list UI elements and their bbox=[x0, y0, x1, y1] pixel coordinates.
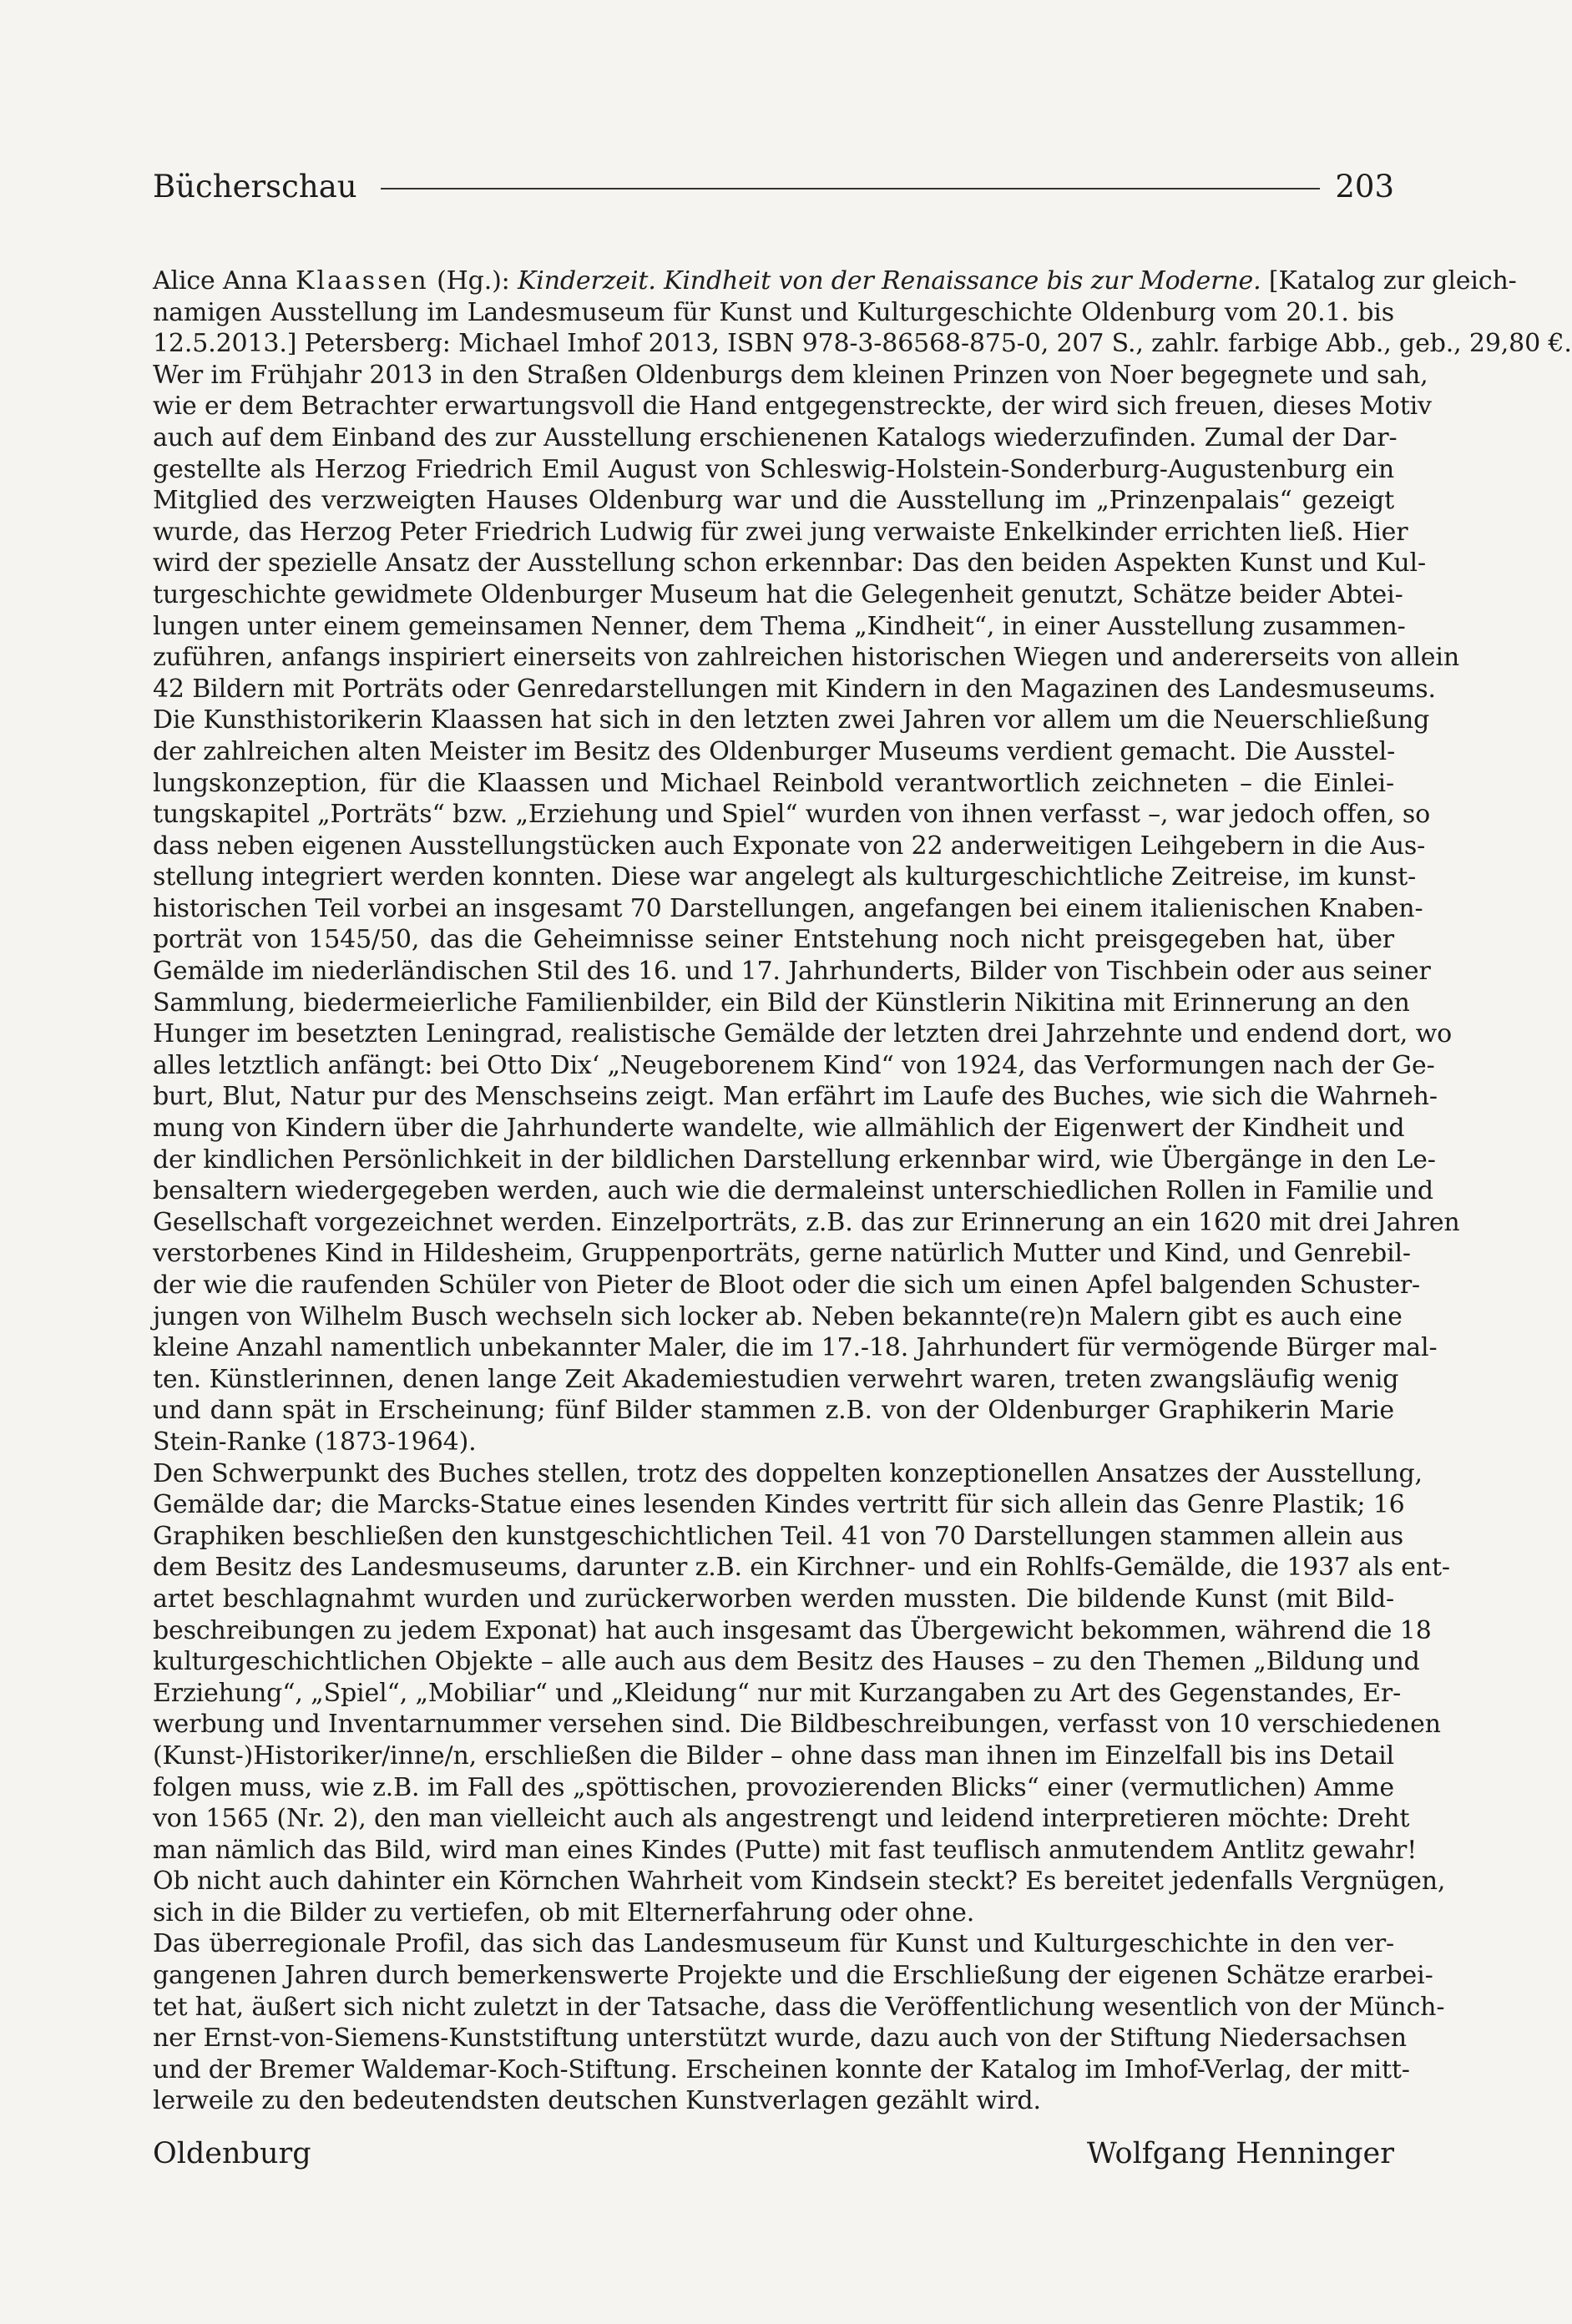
text-run: (Kunst-)Historiker/inne/n, erschließen die Bilder – ohne dass man ihnen im Einzelfall bis ins Detail bbox=[153, 1740, 1394, 1771]
text-run: Ob nicht auch dahinter ein Körnchen Wahrheit vom Kindsein steckt? Es bereitet jedenfalls Vergnügen, bbox=[153, 1867, 1446, 1897]
text-line bbox=[153, 422, 1398, 454]
text-line bbox=[153, 1144, 1436, 1176]
text-run: (Hg.): bbox=[428, 266, 518, 296]
text-line bbox=[153, 988, 1410, 1019]
text-run: artet beschlagnahmt wurden und zurückerworben werden mussten. Die bildende Kunst (mit Bild- bbox=[153, 1584, 1394, 1614]
text-line bbox=[153, 391, 1432, 422]
text-run: 12.5.2013.] Petersberg: Michael Imhof 2013, ISBN 978-3-86568-875-0, 207 S., zahlr. farbige Abb., geb., 29,80 €. bbox=[153, 329, 1572, 359]
text-run: zuführen, anfangs inspiriert einerseits von zahlreichen historischen Wiegen und andererseits von allein bbox=[153, 643, 1459, 673]
text-run: gangenen Jahren durch bemerkenswerte Projekte und die Erschließung der eigenen Schätze erarbei- bbox=[153, 1961, 1433, 1991]
text-line bbox=[153, 893, 1423, 925]
text-run: kleine Anzahl namentlich unbekannter Maler, die im 17.-18. Jahrhundert für vermögende Bürger mal- bbox=[153, 1333, 1438, 1363]
text-run: Gemälde dar; die Marcks-Statue eines lesenden Kindes vertritt für sich allein das Genre Plastik; 16 bbox=[153, 1490, 1405, 1520]
text-line bbox=[153, 1992, 1445, 2023]
text-line bbox=[153, 1740, 1394, 1772]
text-run: beschreibungen zu jedem Exponat) hat auch insgesamt das Übergewicht bekommen, während die 18 bbox=[153, 1615, 1432, 1645]
text-line bbox=[153, 2054, 1410, 2086]
text-run: historischen Teil vorbei an insgesamt 70 Darstellungen, angefangen bei einem italienischen Knaben- bbox=[153, 893, 1423, 923]
text-run: ner Ernst-von-Siemens-Kunststiftung unterstützt wurde, dazu auch von der Stiftung Niedersachsen bbox=[153, 2023, 1407, 2054]
text-run: turgeschichte gewidmete Oldenburger Museum hat die Gelegenheit genutzt, Schätze beider Abtei- bbox=[153, 579, 1403, 609]
text-run: Graphiken beschließen den kunstgeschichtlichen Teil. 41 von 70 Darstellungen stammen allein aus bbox=[153, 1521, 1404, 1551]
text-line bbox=[153, 1081, 1438, 1113]
text-line bbox=[153, 1207, 1460, 1239]
text-run: folgen muss, wie z.B. im Fall des „spöttischen, provozierenden Blicks“ einer (vermutlichen) Amme bbox=[153, 1772, 1394, 1802]
text-line bbox=[153, 328, 1572, 360]
text-line bbox=[153, 1615, 1432, 1647]
text-run: Den Schwerpunkt des Buches stellen, trotz des doppelten konzeptionellen Ansatzes der Ausstellung, bbox=[153, 1458, 1423, 1488]
text-line bbox=[153, 1897, 1394, 1929]
text-run: tungskapitel „Porträts“ bzw. „Erziehung und Spiel“ wurden von ihnen verfasst –, war jedoch offen, so bbox=[153, 800, 1431, 830]
text-run: werbung und Inventarnummer versehen sind. Die Bildbeschreibungen, verfasst von 10 verschiedenen bbox=[153, 1710, 1441, 1740]
text-line bbox=[153, 1584, 1394, 1615]
text-line bbox=[153, 1866, 1446, 1897]
book-title: Kinderzeit. Kindheit von der Renaissance bis zur Moderne. bbox=[517, 266, 1261, 296]
text-line bbox=[153, 956, 1431, 988]
text-line bbox=[153, 2023, 1407, 2054]
text-run: wurde, das Herzog Peter Friedrich Ludwig für zwei jung verwaiste Enkelkinder errichten ließ. Hier bbox=[153, 517, 1408, 547]
text-run: bensaltern wiedergegeben werden, auch wie die dermaleinst unterschiedlichen Rollen in Familie und bbox=[153, 1176, 1433, 1206]
text-line bbox=[153, 454, 1394, 486]
text-line bbox=[153, 705, 1430, 736]
text-run: lungskonzeption, für die Klaassen und Michael Reinbold verantwortlich zeichneten – die Einlei- bbox=[153, 768, 1394, 798]
text-line bbox=[153, 360, 1428, 392]
text-line bbox=[153, 1646, 1420, 1678]
text-line bbox=[153, 1458, 1423, 1490]
text-run: Wer im Frühjahr 2013 in den Straßen Oldenburgs dem kleinen Prinzen von Noer begegnete und sah, bbox=[153, 360, 1428, 390]
text-run: jungen von Wilhelm Busch wechseln sich locker ab. Neben bekannte(re)n Malern gibt es auch eine bbox=[153, 1301, 1403, 1331]
text-line bbox=[153, 1113, 1405, 1144]
text-run: auch auf dem Einband des zur Ausstellung erschienenen Katalogs wiederzufinden. Zumal der Dar- bbox=[153, 422, 1398, 452]
text-line bbox=[153, 1709, 1441, 1740]
text-line bbox=[153, 2085, 1394, 2117]
text-line bbox=[153, 1489, 1405, 1521]
text-run: dass neben eigenen Ausstellungstücken auch Exponate von 22 anderweitigen Leihgebern in die Aus- bbox=[153, 831, 1426, 861]
header-rule bbox=[381, 188, 1321, 189]
text-run: der zahlreichen alten Meister im Besitz des Oldenburger Museums verdient gemacht. Die Ausstel- bbox=[153, 736, 1396, 766]
text-line bbox=[153, 1960, 1433, 1992]
review-place: Oldenburg bbox=[153, 2137, 311, 2170]
text-line bbox=[153, 1175, 1433, 1207]
text-line bbox=[153, 768, 1394, 800]
text-run: tet hat, äußert sich nicht zuletzt in der Tatsache, dass die Veröffentlichung wesentlich von der Münch- bbox=[153, 1992, 1445, 2022]
text-run: verstorbenes Kind in Hildesheim, Gruppenporträts, gerne natürlich Mutter und Kind, und Genrebil- bbox=[153, 1239, 1411, 1269]
running-head bbox=[153, 165, 1394, 207]
text-run: man nämlich das Bild, wird man eines Kindes (Putte) mit fast teuflisch anmutendem Antlitz gewahr! bbox=[153, 1835, 1418, 1865]
text-run: wie er dem Betrachter erwartungsvoll die Hand entgegenstreckte, der wird sich freuen, dieses Motiv bbox=[153, 392, 1432, 422]
text-line bbox=[153, 1552, 1450, 1584]
text-run: und dann spät in Erscheinung; fünf Bilder stammen z.B. von der Oldenburger Graphikerin Marie bbox=[153, 1396, 1394, 1426]
text-run: und der Bremer Waldemar-Koch-Stiftung. Erscheinen konnte der Katalog im Imhof-Verlag, der mitt- bbox=[153, 2054, 1410, 2084]
text-run: porträt von 1545/50, das die Geheimnisse seiner Entstehung noch nicht preisgegeben hat, über bbox=[153, 925, 1394, 955]
text-line bbox=[153, 736, 1394, 768]
text-line bbox=[153, 548, 1426, 579]
text-line bbox=[153, 1238, 1411, 1270]
text-line bbox=[153, 1332, 1438, 1364]
text-line bbox=[153, 861, 1417, 893]
text-run: kulturgeschichtlichen Objekte – alle auch aus dem Besitz des Hauses – zu den Themen „Bildung und bbox=[153, 1647, 1420, 1677]
editor-name: Klaassen bbox=[296, 266, 429, 296]
page-number: 203 bbox=[1335, 168, 1394, 205]
text-run: Alice Anna bbox=[153, 266, 296, 296]
text-line bbox=[153, 799, 1431, 831]
text-line bbox=[153, 674, 1436, 705]
text-line bbox=[153, 1301, 1403, 1333]
text-run: mung von Kindern über die Jahrhunderte wandelte, wie allmählich der Eigenwert der Kindheit und bbox=[153, 1114, 1405, 1144]
running-head-title: Bücherschau bbox=[153, 168, 357, 205]
review-author: Wolfgang Henninger bbox=[1086, 2137, 1394, 2170]
text-line bbox=[153, 1018, 1453, 1050]
text-line bbox=[153, 1803, 1410, 1835]
text-run: Erziehung“, „Spiel“, „Mobiliar“ und „Kleidung“ nur mit Kurzangaben zu Art des Gegenstandes, Er- bbox=[153, 1678, 1402, 1708]
text-line bbox=[153, 1521, 1404, 1553]
text-line bbox=[153, 611, 1406, 643]
text-line bbox=[153, 831, 1426, 862]
text-line bbox=[153, 579, 1403, 611]
text-line bbox=[153, 1364, 1399, 1396]
text-line bbox=[153, 1427, 1394, 1458]
text-run: gestellte als Herzog Friedrich Emil August von Schleswig-Holstein-Sonderburg-Augustenburg ein bbox=[153, 454, 1394, 484]
text-run: der wie die raufenden Schüler von Pieter de Bloot oder die sich um einen Apfel balgenden Schuster- bbox=[153, 1271, 1421, 1300]
text-run: burt, Blut, Natur pur des Menschseins zeigt. Man erfährt im Laufe des Buches, wie sich die Wahrneh- bbox=[153, 1082, 1438, 1112]
text-run: Das überregionale Profil, das sich das Landesmuseum für Kunst und Kulturgeschichte in den ver- bbox=[153, 1929, 1394, 1959]
text-run: Stein-Ranke (1873-1964). bbox=[153, 1427, 477, 1457]
text-run: Hunger im besetzten Leningrad, realistische Gemälde der letzten drei Jahrzehnte und endend dort, wo bbox=[153, 1019, 1453, 1049]
text-line bbox=[153, 924, 1394, 956]
text-run: lungen unter einem gemeinsamen Nenner, dem Thema „Kindheit“, in einer Ausstellung zusammen- bbox=[153, 611, 1406, 641]
text-line bbox=[153, 1270, 1421, 1301]
text-run: Gesellschaft vorgezeichnet werden. Einzelporträts, z.B. das zur Erinnerung an ein 1620 mit drei Jahren bbox=[153, 1207, 1460, 1237]
text-run: lerweile zu den bedeutendsten deutschen Kunstverlagen gezählt wird. bbox=[153, 2086, 1041, 2116]
text-run: namigen Ausstellung im Landesmuseum für Kunst und Kulturgeschichte Oldenburg vom 20.1. bis bbox=[153, 297, 1394, 327]
text-run: sich in die Bilder zu vertiefen, ob mit Elternerfahrung oder ohne. bbox=[153, 1897, 975, 1927]
review-body bbox=[153, 265, 1572, 2117]
text-run: dem Besitz des Landesmuseums, darunter z.B. ein Kirchner- und ein Rohlfs-Gemälde, die 1937 als ent- bbox=[153, 1553, 1450, 1583]
text-run: 42 Bildern mit Porträts oder Genredarstellungen mit Kindern in den Magazinen des Landesmuseums. bbox=[153, 674, 1436, 704]
text-run: Die Kunsthistorikerin Klaassen hat sich in den letzten zwei Jahren vor allem um die Neuerschließung bbox=[153, 705, 1430, 735]
text-line bbox=[153, 1678, 1402, 1710]
text-line bbox=[153, 1395, 1394, 1427]
text-run: Gemälde im niederländischen Stil des 16. und 17. Jahrhunderts, Bilder von Tischbein oder aus seiner bbox=[153, 957, 1431, 987]
text-line bbox=[153, 297, 1394, 329]
review-signature bbox=[153, 2135, 1394, 2172]
text-run: von 1565 (Nr. 2), den man vielleicht auch als angestrengt und leidend interpretieren möchte: Dreht bbox=[153, 1804, 1410, 1834]
text-line bbox=[153, 1050, 1435, 1082]
text-line bbox=[153, 517, 1408, 548]
text-line bbox=[153, 642, 1459, 674]
text-run: wird der spezielle Ansatz der Ausstellung schon erkennbar: Das den beiden Aspekten Kunst und Kul- bbox=[153, 548, 1426, 578]
text-line bbox=[153, 1928, 1394, 1960]
text-run: Mitglied des verzweigten Hauses Oldenburg war und die Ausstellung im „Prinzenpalais“ gezeigt bbox=[153, 486, 1394, 516]
text-run: stellung integriert werden konnten. Diese war angelegt als kulturgeschichtliche Zeitreise, im kunst- bbox=[153, 862, 1417, 892]
text-run: [Katalog zur gleich- bbox=[1261, 266, 1517, 296]
text-run: ten. Künstlerinnen, denen lange Zeit Akademiestudien verwehrt waren, treten zwangsläufig wenig bbox=[153, 1364, 1399, 1394]
text-run: alles letztlich anfängt: bei Otto Dix‘ „Neugeborenem Kind“ von 1924, das Verformungen nach der Ge- bbox=[153, 1050, 1435, 1080]
text-line bbox=[153, 485, 1394, 517]
text-line bbox=[153, 1835, 1418, 1867]
text-run: Sammlung, biedermeierliche Familienbilder, ein Bild der Künstlerin Nikitina mit Erinnerung an den bbox=[153, 988, 1410, 1018]
text-run: der kindlichen Persönlichkeit in der bildlichen Darstellung erkennbar wird, wie Übergänge in den Le- bbox=[153, 1144, 1436, 1175]
text-line bbox=[153, 1772, 1394, 1804]
text-line bbox=[153, 265, 1517, 297]
